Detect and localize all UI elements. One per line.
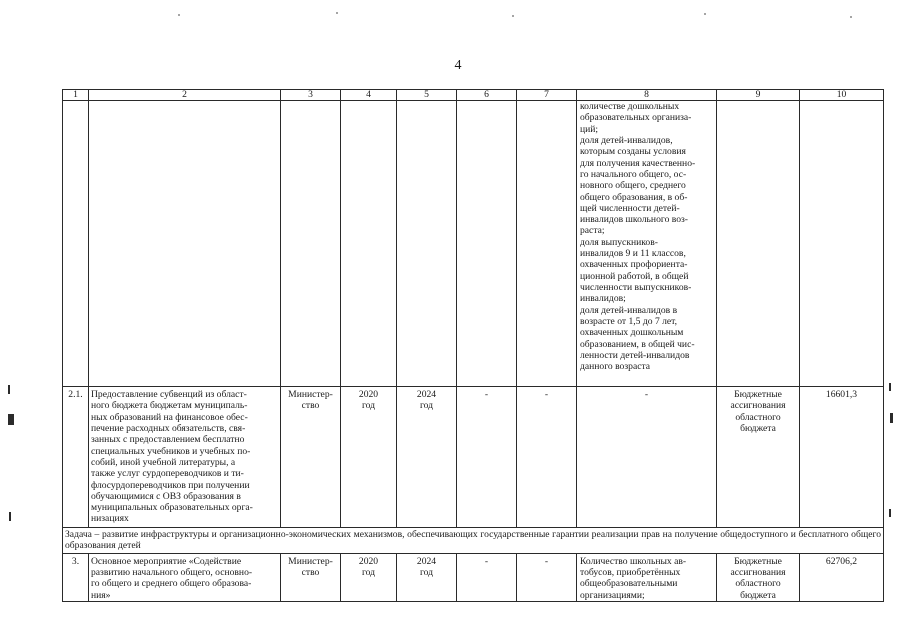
program-table xyxy=(62,89,884,602)
text-line: 2024 xyxy=(416,555,437,567)
text-line: новного общего, среднего xyxy=(580,180,686,192)
scan-speck xyxy=(704,13,706,15)
column-6-cell: - xyxy=(457,387,517,528)
text-line: собий, иной учебной литературы, а xyxy=(91,456,236,468)
header-cell: 8 xyxy=(577,90,717,101)
header-cell: 3 xyxy=(281,90,341,101)
task-text: Задача – развитие инфраструктуры и организационно-экономических механизмов, обеспечивающих государственные гарантии реализации прав на получение общедоступного и бесплатного общего образования детей xyxy=(63,528,884,554)
text-line: Бюджетные xyxy=(734,555,782,567)
header-cell: 10 xyxy=(800,90,884,101)
start-year-cell xyxy=(341,553,397,601)
continuation-row xyxy=(63,101,884,387)
header-cell: 6 xyxy=(457,90,517,101)
text-line: флосурдопереводчиков при получении xyxy=(91,479,250,491)
start-year-text xyxy=(343,389,394,412)
text-line: организациями; xyxy=(580,589,645,601)
text-line: го начального общего, ос- xyxy=(580,168,687,180)
text-line: доля детей-инвалидов, xyxy=(580,134,673,146)
text-line: данного возраста xyxy=(580,361,651,373)
text-line: охваченных профориента- xyxy=(580,259,688,271)
header-cell: 5 xyxy=(397,90,457,101)
text-line: раста; xyxy=(580,225,605,237)
measure-description xyxy=(89,387,281,528)
scan-speck xyxy=(512,15,514,17)
text-line: инвалидов 9 и 11 классов, xyxy=(580,248,686,260)
text-line: областного xyxy=(735,578,781,590)
measure-description-text xyxy=(91,389,278,525)
binding-mark xyxy=(9,512,11,521)
page-number: 4 xyxy=(454,58,462,73)
text-line: доля детей-инвалидов в xyxy=(580,304,678,316)
text-line: ленности детей-инвалидов xyxy=(580,349,690,361)
header-cell: 2 xyxy=(89,90,281,101)
text-line: Количество школьных ав- xyxy=(580,555,687,567)
text-line: занных с предоставлением бесплатно xyxy=(91,434,245,446)
empty-cell xyxy=(717,101,800,387)
text-line: численности выпускников- xyxy=(580,282,692,293)
end-year-cell xyxy=(397,387,457,528)
start-year-cell xyxy=(341,387,397,528)
measure-description xyxy=(89,553,281,601)
text-line: инвалидов школьного воз- xyxy=(580,214,689,226)
text-line: обучающимися с ОВЗ образования в xyxy=(91,490,241,502)
text-line: щей численности детей- xyxy=(580,202,680,214)
text-line: низациях xyxy=(91,513,129,525)
text-line: количестве дошкольных xyxy=(580,101,680,112)
text-line: также услуг сурдопереводчиков и ти- xyxy=(91,468,244,480)
text-line: которым созданы условия xyxy=(580,146,686,158)
text-line: тобусов, приобретённых xyxy=(580,566,681,578)
scan-speck xyxy=(178,14,180,16)
binding-mark xyxy=(8,385,10,394)
indicator-cell xyxy=(577,101,717,387)
text-line: для получения качественно- xyxy=(580,157,696,169)
text-line: Бюджетные xyxy=(734,389,782,400)
text-line: бюджета xyxy=(740,589,776,601)
empty-cell xyxy=(457,101,517,387)
amount-cell: 16601,3 xyxy=(800,387,884,528)
text-line: ассигнования xyxy=(730,400,786,412)
text-line: муниципальных образовательных орга- xyxy=(91,502,253,514)
scan-speck xyxy=(850,16,852,18)
binding-mark xyxy=(890,413,893,423)
empty-cell xyxy=(281,101,341,387)
executor-cell xyxy=(281,553,341,601)
text-line: Министер- xyxy=(288,555,333,567)
start-year-text xyxy=(343,556,394,579)
text-line: год xyxy=(361,566,376,578)
amount-cell: 62706,2 xyxy=(800,553,884,601)
text-line: доля выпускников- xyxy=(580,236,658,248)
text-line: ния» xyxy=(91,589,111,601)
text-line: областного xyxy=(735,411,781,423)
text-line: общего образования, в об- xyxy=(580,191,688,203)
header-cell: 7 xyxy=(517,90,577,101)
column-6-cell: - xyxy=(457,553,517,601)
indicator-text xyxy=(580,556,713,601)
header-cell: 9 xyxy=(717,90,800,101)
text-line: бюджета xyxy=(740,422,776,434)
empty-cell xyxy=(341,101,397,387)
empty-cell xyxy=(63,101,89,387)
text-line: ного бюджета бюджетам муниципаль- xyxy=(91,400,248,412)
measure-description-text xyxy=(91,556,278,601)
text-line: ство xyxy=(301,566,320,578)
funding-source-text xyxy=(719,556,797,601)
end-year-cell xyxy=(397,553,457,601)
executor-cell xyxy=(281,387,341,528)
column-7-cell: - xyxy=(517,387,577,528)
funding-source-cell xyxy=(717,553,800,601)
binding-mark xyxy=(8,414,14,425)
executor-text xyxy=(283,389,338,412)
indicator-cell: - xyxy=(577,387,717,528)
text-line: охваченных дошкольным xyxy=(580,327,684,339)
empty-cell xyxy=(800,101,884,387)
text-line: специальных учебников и учебных по- xyxy=(91,445,251,457)
text-line: Основное мероприятие «Содействие xyxy=(91,555,242,567)
text-line: инвалидов; xyxy=(580,293,626,305)
text-line: 2020 xyxy=(358,389,379,400)
text-line: образованием, в общей чис- xyxy=(580,338,695,350)
empty-cell xyxy=(397,101,457,387)
indicator-cell xyxy=(577,553,717,601)
text-line: общеобразовательными xyxy=(580,578,678,590)
empty-cell xyxy=(517,101,577,387)
table-row-2-1 xyxy=(63,387,884,528)
text-line: возрасте от 1,5 до 7 лет, xyxy=(580,315,678,327)
text-line: год xyxy=(361,400,376,412)
header-row xyxy=(63,90,884,101)
text-line: Министер- xyxy=(288,389,333,400)
text-line: 2024 xyxy=(416,389,437,400)
text-line: 2020 xyxy=(358,555,379,567)
table-row-3 xyxy=(63,553,884,601)
executor-text xyxy=(283,556,338,579)
text-line: ных образований на финансовое обес- xyxy=(91,411,248,423)
funding-source-text xyxy=(719,389,797,434)
header-cell: 1 xyxy=(63,90,89,101)
task-row xyxy=(63,528,884,554)
text-line: печение расходных обязательств, свя- xyxy=(91,422,246,434)
row-number: 2.1. xyxy=(63,387,89,528)
text-line: Предоставление субвенций из област- xyxy=(91,389,247,400)
header-cell: 4 xyxy=(341,90,397,101)
text-line: год xyxy=(419,400,434,412)
row-number: 3. xyxy=(63,553,89,601)
text-line: ство xyxy=(301,400,320,412)
text-line: го общего и среднего общего образова- xyxy=(91,578,252,590)
column-7-cell: - xyxy=(517,553,577,601)
text-line: образовательных организа- xyxy=(580,112,692,124)
binding-mark xyxy=(889,383,891,391)
text-line: ций; xyxy=(580,123,599,135)
binding-mark xyxy=(889,509,891,517)
end-year-text xyxy=(399,389,454,412)
text-line: год xyxy=(419,566,434,578)
scan-speck xyxy=(336,12,338,14)
text-line: ционной работой, в общей xyxy=(580,270,689,282)
empty-cell xyxy=(89,101,281,387)
funding-source-cell xyxy=(717,387,800,528)
text-line: ассигнования xyxy=(730,566,786,578)
end-year-text xyxy=(399,556,454,579)
text-line: развитию начального общего, основно- xyxy=(91,566,253,578)
indicator-text xyxy=(580,101,713,373)
